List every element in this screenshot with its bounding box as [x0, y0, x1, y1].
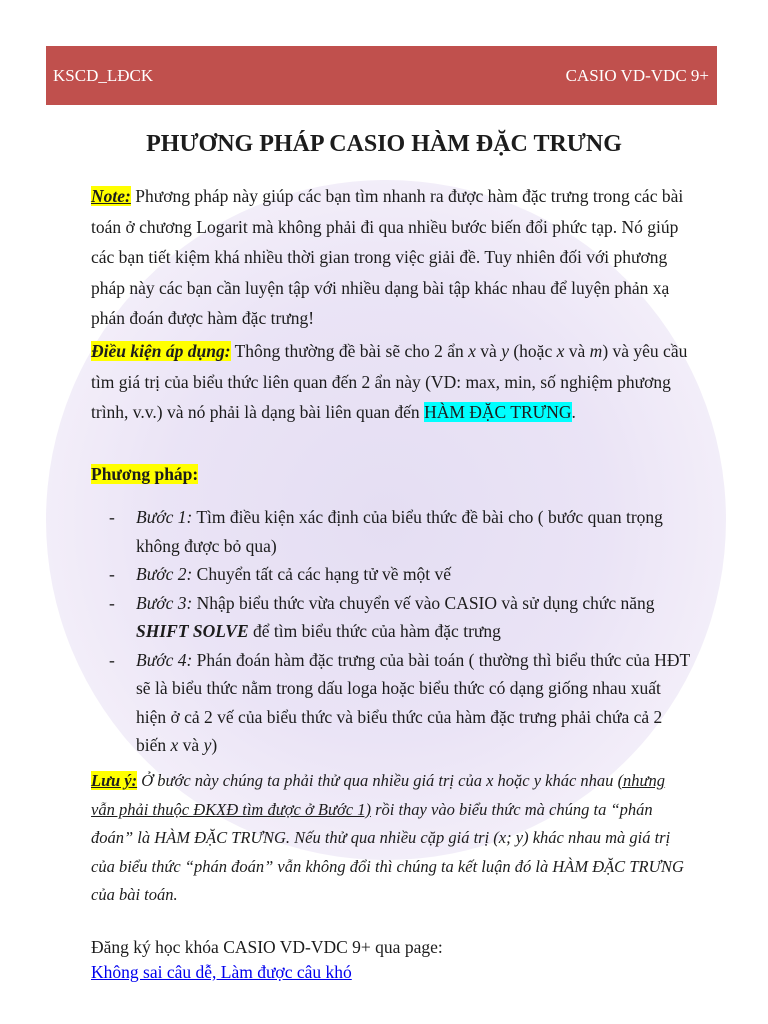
note-label: Note:	[91, 186, 131, 206]
shift-solve-text: SHIFT SOLVE	[136, 621, 249, 641]
step-text: và	[178, 735, 204, 755]
step-text: )	[211, 735, 218, 755]
step-text: Tìm điều kiện xác định của biểu thức đề bài cho ( bước quan trọng không được bỏ qua)	[136, 507, 663, 556]
footer-text: Đăng ký học khóa CASIO VD-VDC 9+ qua page:	[91, 937, 443, 957]
method-label: Phương pháp:	[91, 464, 199, 484]
caution-label: Lưu ý:	[91, 771, 138, 790]
note-text: Phương pháp này giúp các bạn tìm nhanh ra được hàm đặc trưng trong các bài toán ở chương Logarit mà không phải đi qua nhiều bước biến đổi phức tạp. Nó giúp các bạn tiết kiệm khá nhiều thời gian trong việc giải đề. Tuy nhiên đối với phương pháp này các bạn cần luyện tập với nhiều dạng bài tập khác nhau để luyện phản xạ phán đoán được hàm đặc trưng!	[91, 186, 684, 328]
highlight-ham-dac-trung: HÀM ĐẶC TRƯNG	[424, 402, 572, 422]
var-y: y	[203, 735, 212, 755]
condition-text: và	[475, 341, 502, 361]
caution-underlined: (nhưng vẫn phải thuộc ĐKXĐ tìm được ở Bước 1)	[91, 771, 666, 819]
list-item	[91, 503, 691, 560]
header-right: CASIO VD-VDC 9+	[565, 65, 709, 85]
step-text: Nhập biểu thức vừa chuyển vế vào CASIO và sử dụng chức năng	[192, 592, 655, 613]
step-text: để tìm biểu thức của hàm đặc trưng	[248, 621, 501, 641]
step-label: Bước 3:	[136, 592, 193, 613]
condition-text: ) và yêu cầu tìm giá trị của biểu thức liên quan đến 2 ẩn này (VD: max, min, số nghiệm phương trình, v.v.) và nó phải là dạng bài liên quan đến	[91, 341, 688, 422]
page-header	[46, 46, 717, 105]
condition-text: Thông thường đề bài sẽ cho 2 ẩn	[230, 341, 469, 361]
caution-text: Ở bước này chúng ta phải thử qua nhiều giá trị của x hoặc y khác nhau	[137, 771, 618, 790]
caution-text: rồi thay vào biểu thức mà chúng ta “phán đoán” là HÀM ĐẶC TRƯNG. Nếu thử qua nhiều cặp giá trị (x; y) khác nhau mà giá trị của biểu thức “phán đoán” vẫn không đổi thì chúng ta kết luận đó là HÀM ĐẶC TRƯNG của bài toán.	[91, 799, 684, 904]
condition-text: và	[564, 341, 590, 361]
condition-end: .	[571, 402, 576, 422]
method-heading	[91, 459, 691, 490]
page-title: PHƯƠNG PHÁP CASIO HÀM ĐẶC TRƯNG	[146, 131, 622, 157]
var-y: y	[501, 341, 509, 361]
step-label: Bước 2:	[136, 564, 193, 584]
condition-paragraph	[91, 336, 691, 428]
step-text: Phán đoán hàm đặc trưng của bài toán ( thường thì biểu thức của HĐT sẽ là biểu thức nằm trong dấu loga hoặc biểu thức có dạng giống nhau xuất hiện ở cả 2 vế của biểu thức và biểu thức của hàm đặc trưng phải chứa cả 2 biến	[136, 649, 690, 755]
var-x: x	[468, 341, 476, 361]
var-x: x	[170, 735, 179, 755]
header-left: KSCD_LĐCK	[53, 65, 154, 85]
note-paragraph	[91, 181, 691, 334]
step-label: Bước 4:	[136, 649, 193, 670]
list-item	[91, 589, 691, 646]
condition-label: Điều kiện áp dụng:	[91, 341, 231, 361]
list-item	[91, 646, 691, 760]
var-x: x	[556, 341, 565, 361]
steps-list	[91, 503, 691, 760]
footer	[91, 935, 691, 985]
list-item	[91, 560, 691, 589]
condition-text: (hoặc	[508, 341, 557, 361]
step-label: Bước 1:	[136, 507, 193, 527]
caution-paragraph	[91, 767, 691, 910]
page-link[interactable]: Không sai câu dễ, Làm được câu khó	[91, 962, 352, 982]
step-text: Chuyển tất cả các hạng tử về một vế	[192, 564, 452, 584]
var-m: m	[589, 341, 603, 361]
